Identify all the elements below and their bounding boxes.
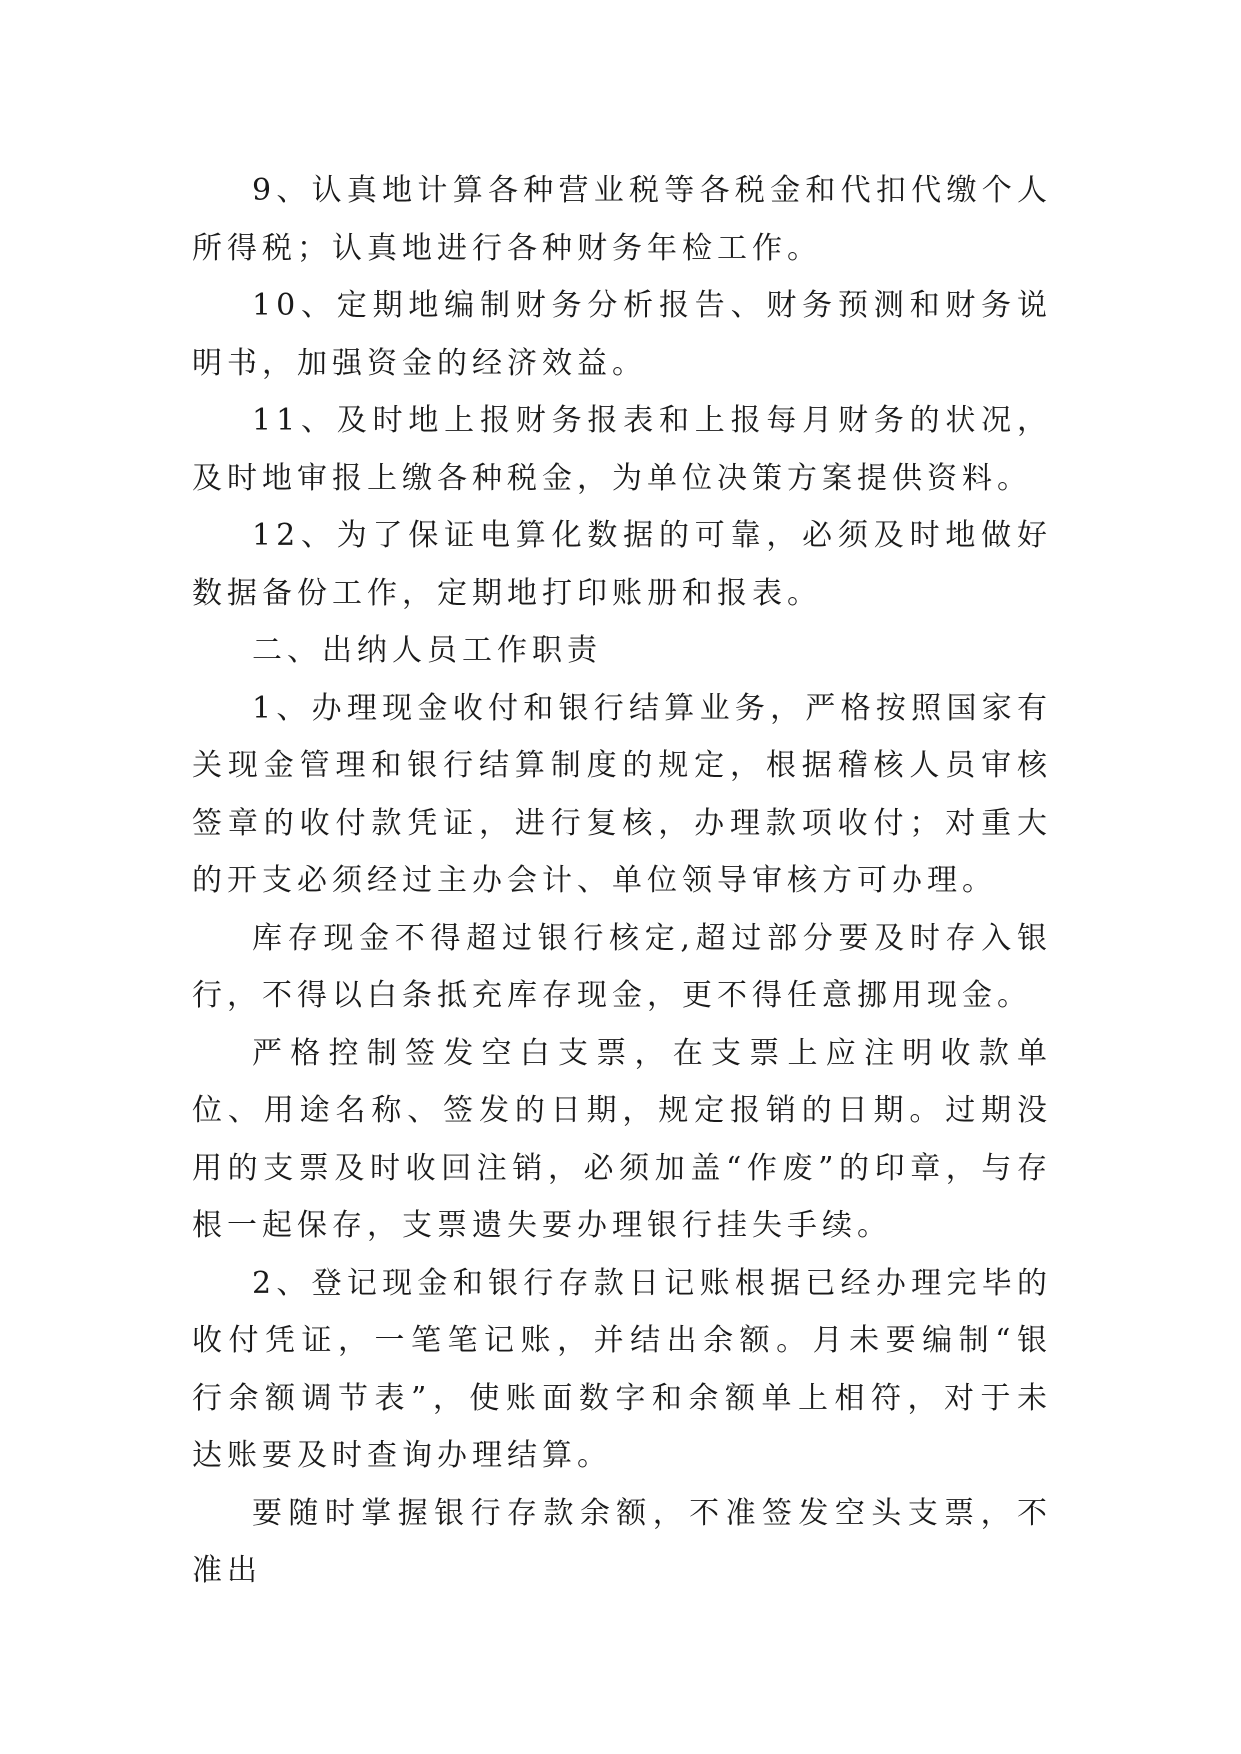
paragraph-item-2: 2、登记现金和银行存款日记账根据已经办理完毕的收付凭证，一笔笔记账，并结出余额。月未要编制“银行余额调节表”，使账面数字和余额单上相符，对于未达账要及时查询办理结算。 <box>192 1265 1052 1473</box>
paragraph-bank-balance: 要随时掌握银行存款余额，不准签发空头支票，不准出 <box>192 1495 1052 1588</box>
paragraph-item-9: 9、认真地计算各种营业税等各税金和代扣代缴个人所得税；认真地进行各种财务年检工作。 <box>192 173 1052 266</box>
paragraph-item-1: 1、办理现金收付和银行结算业务，严格按照国家有关现金管理和银行结算制度的规定，根据稽核人员审核签章的收付款凭证，进行复核，办理款项收付；对重大的开支必须经过主办会计、单位领导审核方可办理。 <box>192 690 1052 898</box>
paragraph-cash-on-hand: 库存现金不得超过银行核定,超过部分要及时存入银行，不得以白条抵充库存现金，更不得任意挪用现金。 <box>192 920 1052 1013</box>
document-body <box>192 162 1052 1600</box>
paragraph-item-12: 12、为了保证电算化数据的可靠，必须及时地做好数据备份工作，定期地打印账册和报表。 <box>192 518 1052 611</box>
paragraph-item-10: 10、定期地编制财务分析报告、财务预测和财务说明书，加强资金的经济效益。 <box>192 288 1052 381</box>
paragraph-blank-checks: 严格控制签发空白支票，在支票上应注明收款单位、用途名称、签发的日期，规定报销的日期。过期没用的支票及时收回注销，必须加盖“作废”的印章，与存根一起保存，支票遗失要办理银行挂失手续。 <box>192 1035 1052 1243</box>
section-heading-cashier-duties: 二、出纳人员工作职责 <box>252 633 602 668</box>
paragraph-item-11: 11、及时地上报财务报表和上报每月财务的状况，及时地审报上缴各种税金，为单位决策方案提供资料。 <box>192 403 1052 496</box>
